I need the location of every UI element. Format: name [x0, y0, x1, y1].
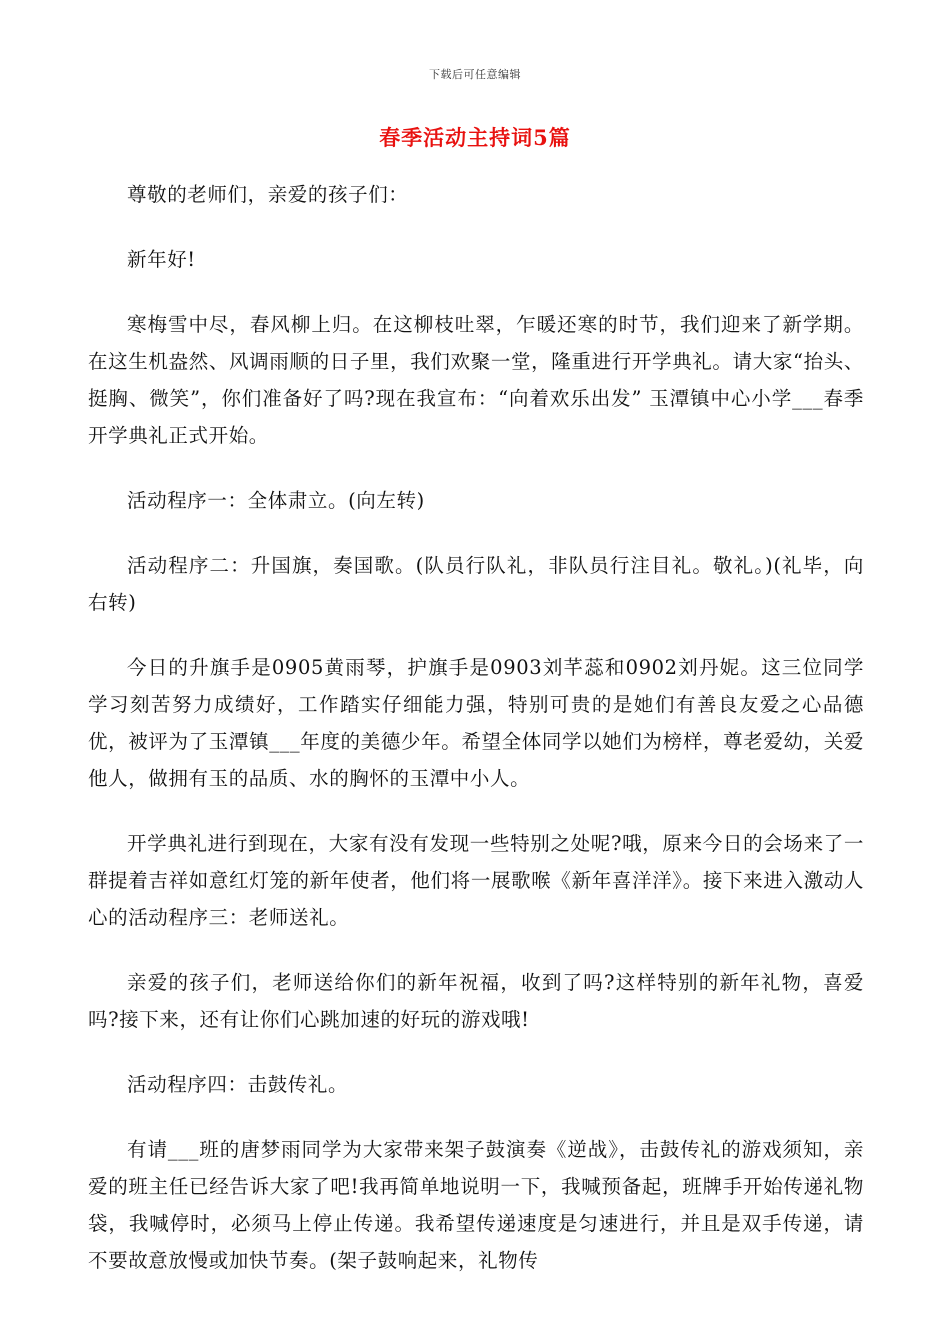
paragraph-new-year: 新年好! — [127, 248, 196, 271]
paragraph-program-1: 活动程序一：全体肃立。(向左转) — [127, 489, 425, 512]
paragraph-gifts: 亲爱的孩子们，老师送给你们的新年祝福，收到了吗?这样特别的新年礼物，喜爱吗?接下来，还有让你们心跳加速的好玩的游戏哦! — [88, 971, 864, 1031]
paragraph-opening: 寒梅雪中尽，春风柳上归。在这柳枝吐翠，乍暖还寒的时节，我们迎来了新学期。在这生机盎然、风调雨顺的日子里，我们欢聚一堂，隆重进行开学典礼。请大家“抬头、挺胸、微笑”，你们准备好了吗?现在我宣布：“向着欢乐出发” 玉潭镇中心小学___春季开学典礼正式开始。 — [88, 313, 864, 447]
paragraph-program-2: 活动程序二：升国旗，奏国歌。(队员行队礼，非队员行注目礼。敬礼。)(礼毕，向右转) — [88, 554, 864, 614]
paragraph-greeting: 尊敬的老师们，亲爱的孩子们： — [127, 183, 409, 206]
paragraph-drum-game: 有请___班的唐梦雨同学为大家带来架子鼓演奏《逆战》，击鼓传礼的游戏须知，亲爱的班主任已经告诉大家了吧!我再简单地说明一下，我喊预备起，班牌手开始传递礼物袋，我喊停时，必须马上停止传递。我希望传递速度是匀速进行，并且是双手传递，请不要故意放慢或加快节奏。(架子鼓响起来，礼物传 — [88, 1138, 864, 1272]
paragraph-flag-bearers: 今日的升旗手是0905黄雨琴，护旗手是0903刘芊蕊和0902刘丹妮。这三位同学学习刻苦努力成绩好，工作踏实仔细能力强，特别可贵的是她们有善良友爱之心品德优，被评为了玉潭镇___年度的美德少年。希望全体同学以她们为榜样，尊老爱幼，关爱他人，做拥有玉的品质、水的胸怀的玉潭中小人。 — [88, 656, 864, 790]
header-note: 下载后可任意编辑 — [429, 68, 521, 81]
paragraph-program-4: 活动程序四：击鼓传礼。 — [127, 1073, 349, 1096]
document-title: 春季活动主持词5篇 — [379, 125, 571, 150]
paragraph-messengers: 开学典礼进行到现在，大家有没有发现一些特别之处呢?哦，原来今日的会场来了一群提着吉祥如意红灯笼的新年使者，他们将一展歌喉《新年喜洋洋》。接下来进入激动人心的活动程序三：老师送礼。 — [88, 832, 864, 929]
document-body — [88, 176, 864, 1307]
